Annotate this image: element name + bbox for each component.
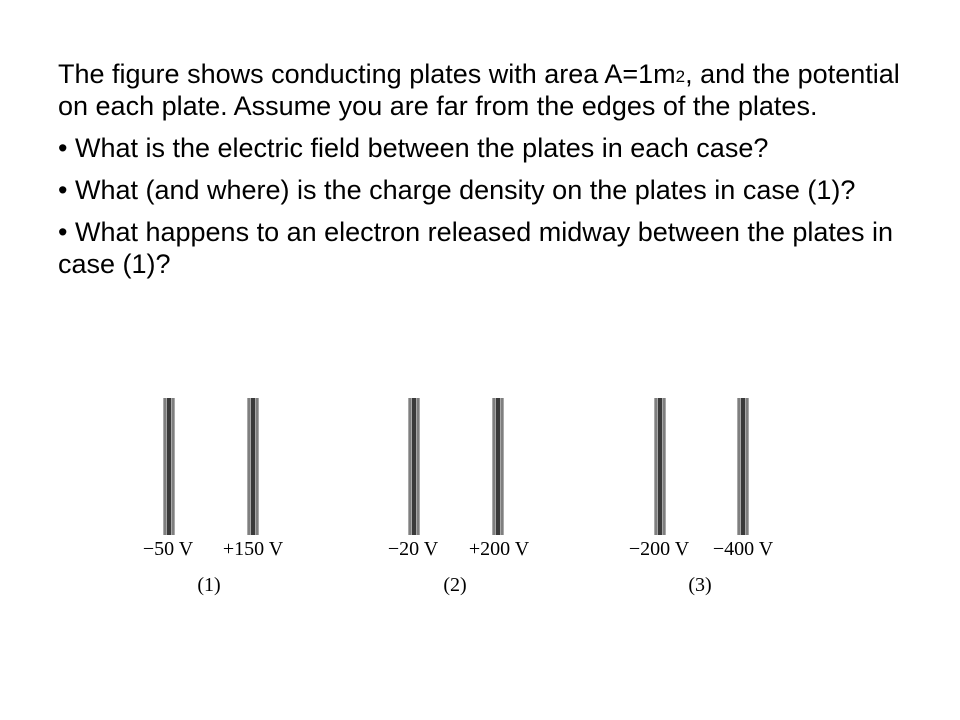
case-2-right-plate [492, 398, 504, 535]
case-2-left-potential: −20 V [387, 538, 439, 560]
question-text [58, 58, 918, 290]
case-2-label: (2) [443, 574, 467, 596]
case-3-left-plate [654, 398, 666, 535]
case-3-right-plate [737, 398, 749, 535]
plates-figure [0, 390, 960, 610]
case-1-label: (1) [197, 574, 221, 596]
case-1-right-plate [247, 398, 259, 535]
case-3-left-potential: −200 V [628, 538, 690, 560]
bullet-charge-density: • What (and where) is the charge density on the plates in case (1)? [58, 175, 856, 205]
bullet-electron: • What happens to an electron released midway between the plates in case (1)? [58, 217, 893, 279]
case-1-right-potential: +150 V [222, 538, 284, 560]
bullet-electric-field: • What is the electric field between the plates in each case? [58, 133, 769, 163]
case-1-left-plate [163, 398, 175, 535]
case-3-label: (3) [688, 574, 712, 596]
area-exponent: 2 [675, 67, 686, 86]
intro-text-continued: , and the potential on each plate. Assume you are far from the edges of the plates. [58, 59, 900, 121]
intro-text: The figure shows conducting plates with area A=1m [58, 59, 676, 89]
intro-paragraph [58, 58, 918, 122]
case-2-left-plate [408, 398, 420, 535]
case-3-right-potential: −400 V [712, 538, 774, 560]
case-1-left-potential: −50 V [142, 538, 194, 560]
case-2-right-potential: +200 V [468, 538, 530, 560]
